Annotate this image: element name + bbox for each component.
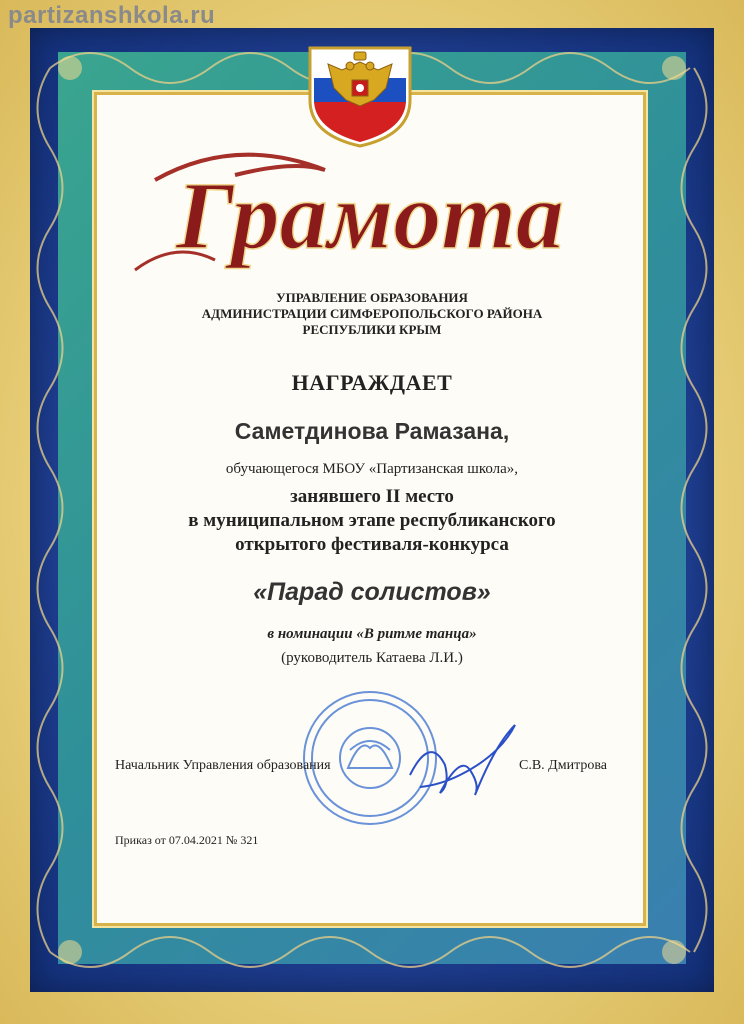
recipient-name: Саметдинова Рамазана, <box>234 418 510 444</box>
org-line-3: РЕСПУБЛИКИ КРЫМ <box>302 322 442 337</box>
awards-heading: НАГРАЖДАЕТ <box>291 370 453 395</box>
org-line-2: АДМИНИСТРАЦИИ СИМФЕРОПОЛЬСКОГО РАЙОНА <box>201 306 543 321</box>
gramota-title: Грамота <box>176 162 564 269</box>
russian-coat-of-arms-icon <box>300 40 420 150</box>
contest-name: «Парад солистов» <box>253 578 491 606</box>
place-line-3: открытого фестиваля-конкурса <box>235 534 509 555</box>
signer-name: С.В. Дмитрова <box>519 758 608 773</box>
student-school: обучающегося МБОУ «Партизанская школа», <box>225 461 519 477</box>
place-line-1: занявшего II место <box>290 486 454 507</box>
handwritten-signature-icon <box>400 715 520 805</box>
order-reference: Приказ от 07.04.2021 № 321 <box>115 833 259 847</box>
achievement-block <box>0 485 744 557</box>
organization-block <box>0 290 744 338</box>
signer-position: Начальник Управления образования <box>115 758 331 773</box>
place-line-2: в муниципальном этапе республиканского <box>188 510 556 531</box>
nomination: в номинации «В ритме танца» <box>267 626 477 642</box>
supervisor: (руководитель Катаева Л.И.) <box>281 650 463 666</box>
site-watermark: partizanshkola.ru <box>8 2 216 29</box>
org-line-1: УПРАВЛЕНИЕ ОБРАЗОВАНИЯ <box>276 290 468 305</box>
gramota-title-art <box>115 140 625 280</box>
